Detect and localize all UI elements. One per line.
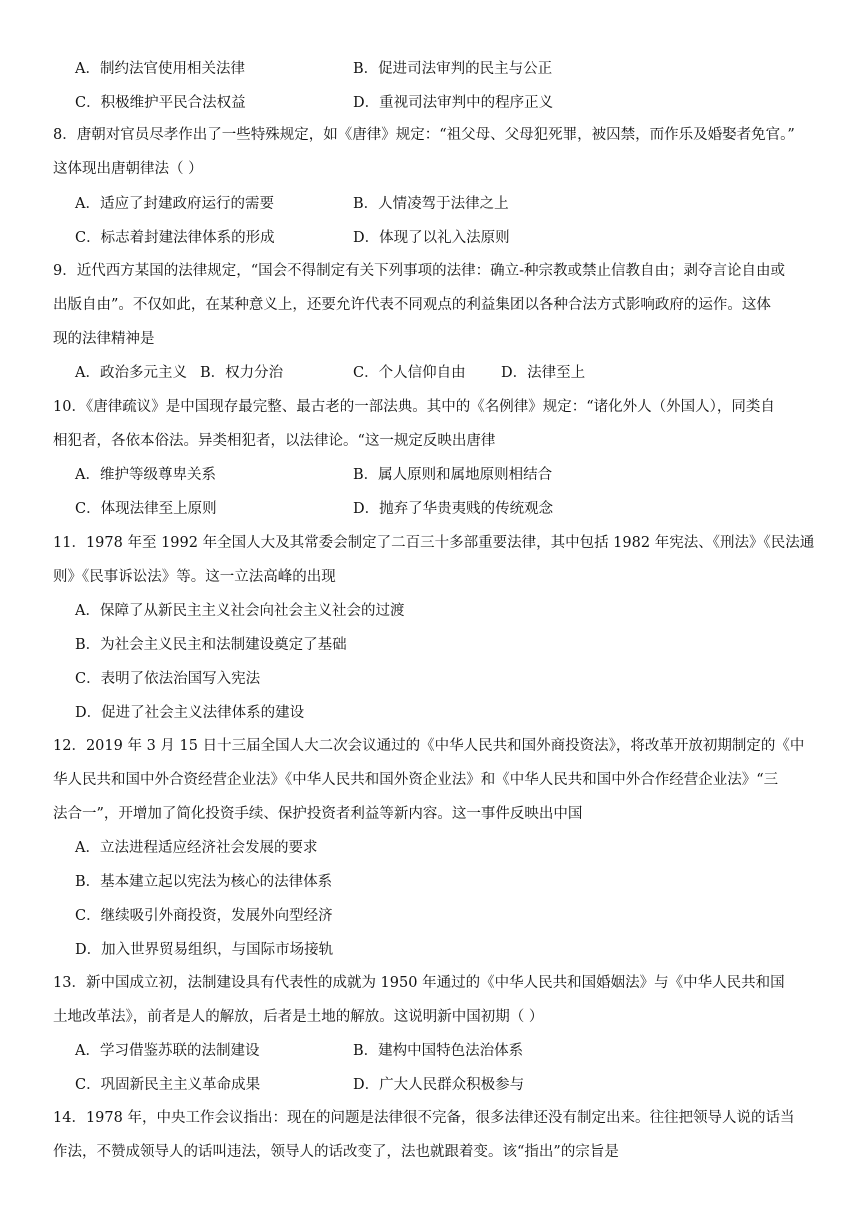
q9-options-row xyxy=(0,362,860,384)
q8-stem-text-2: 这体现出唐朝律法（ ） xyxy=(53,161,203,177)
q9-stem-text-3: 现的法律精神是 xyxy=(53,331,155,347)
q12-option-d-row xyxy=(0,939,860,961)
q11-option-b-row xyxy=(0,634,860,656)
q9-stem-line-1 xyxy=(0,260,860,282)
q14-stem-line-1 xyxy=(0,1107,860,1129)
q7-options-row-1 xyxy=(0,58,860,80)
q12-option-d[interactable]: D．加入世界贸易组织，与国际市场接轨 xyxy=(75,942,334,958)
q8-option-c[interactable]: C．标志着封建法律体系的形成 xyxy=(75,230,275,246)
q13-stem-text-1: 13．新中国成立初，法制建设具有代表性的成就为 1950 年通过的《中华人民共和国婚姻法》与《中华人民共和国 xyxy=(53,975,785,991)
q11-option-c-row xyxy=(0,668,860,690)
q9-stem-line-3 xyxy=(0,328,860,350)
q11-option-d[interactable]: D．促进了社会主义法律体系的建设 xyxy=(75,705,305,721)
q13-stem-line-1 xyxy=(0,972,860,994)
q12-stem-line-3 xyxy=(0,803,860,825)
q8-option-b[interactable]: B．人情凌驾于法律之上 xyxy=(353,196,509,212)
q12-option-b-row xyxy=(0,871,860,893)
q9-option-c[interactable]: C．个人信仰自由 xyxy=(353,365,466,381)
q10-option-a[interactable]: A．维护等级尊卑关系 xyxy=(75,467,216,483)
q10-option-b[interactable]: B．属人原则和属地原则相结合 xyxy=(353,467,553,483)
q10-stem-line-2 xyxy=(0,430,860,452)
q7-option-c[interactable]: C．积极维护平民合法权益 xyxy=(75,95,246,111)
q13-stem-text-2: 土地改革法》，前者是人的解放，后者是土地的解放。这说明新中国初期（ ） xyxy=(53,1009,544,1025)
q12-option-a-row xyxy=(0,837,860,859)
q10-stem-text-1: 10．《唐律疏议》是中国现存最完整、最古老的一部法典。其中的《名例律》规定：“诸化外人（外国人），同类自 xyxy=(53,399,775,415)
q9-stem-line-2 xyxy=(0,294,860,316)
q7-option-a[interactable]: A．制约法官使用相关法律 xyxy=(75,61,245,77)
q9-option-a[interactable]: A．政治多元主义 xyxy=(75,365,187,381)
q14-stem-text-1: 14．1978 年，中央工作会议指出：现在的问题是法律很不完备，很多法律还没有制定出来。往往把领导人说的话当 xyxy=(53,1110,795,1126)
q14-stem-text-2: 作法，不赞成领导人的话叫违法，领导人的话改变了，法也就跟着变。该“指出”的宗旨是 xyxy=(53,1144,619,1160)
q10-option-d[interactable]: D．抛弃了华贵夷贱的传统观念 xyxy=(353,501,554,517)
q10-options-row-2 xyxy=(0,498,860,520)
q10-stem-text-2: 相犯者，各依本俗法。异类相犯者，以法律论。“这一规定反映出唐律 xyxy=(53,433,496,449)
q11-stem-text-2: 则》《民事诉讼法》等。这一立法高峰的出现 xyxy=(53,569,336,585)
q12-option-b[interactable]: B．基本建立起以宪法为核心的法律体系 xyxy=(75,874,333,890)
q13-option-a[interactable]: A．学习借鉴苏联的法制建设 xyxy=(75,1043,260,1059)
q10-options-row-1 xyxy=(0,464,860,486)
q13-option-d[interactable]: D．广大人民群众积极参与 xyxy=(353,1077,525,1093)
q8-stem-text-1: 8．唐朝对官员尽孝作出了一些特殊规定，如《唐律》规定：“祖父母、父母犯死罪，被囚禁，而作乐及婚娶者免官。” xyxy=(53,127,795,143)
q12-stem-text-1: 12．2019 年 3 月 15 日十三届全国人大二次会议通过的《中华人民共和国外商投资法》，将改革开放初期制定的《中 xyxy=(53,738,805,754)
q8-stem-line-1 xyxy=(0,124,860,146)
q12-stem-line-1 xyxy=(0,735,860,757)
q14-stem-line-2 xyxy=(0,1141,860,1163)
q11-option-a[interactable]: A．保障了从新民主主义社会向社会主义社会的过渡 xyxy=(75,603,405,619)
q7-option-b[interactable]: B．促进司法审判的民主与公正 xyxy=(353,61,553,77)
q8-options-row-1 xyxy=(0,193,860,215)
q11-option-c[interactable]: C．表明了依法治国写入宪法 xyxy=(75,671,261,687)
q13-options-row-1 xyxy=(0,1040,860,1062)
q8-option-a[interactable]: A．适应了封建政府运行的需要 xyxy=(75,196,274,212)
q12-option-a[interactable]: A．立法进程适应经济社会发展的要求 xyxy=(75,840,318,856)
q12-stem-text-3: 法合一”，开增加了简化投资手续、保护投资者利益等新内容。这一事件反映出中国 xyxy=(53,806,583,822)
q10-option-c[interactable]: C．体现法律至上原则 xyxy=(75,501,217,517)
q8-option-d[interactable]: D．体现了以礼入法原则 xyxy=(353,230,510,246)
q7-options-row-2 xyxy=(0,92,860,114)
q11-stem-line-1 xyxy=(0,532,860,554)
q12-option-c-row xyxy=(0,905,860,927)
q9-stem-text-1: 9．近代西方某国的法律规定，“国会不得制定有关下列事项的法律：确立-种宗教或禁止信教自由；剥夺言论自由或 xyxy=(53,263,786,279)
q10-stem-line-1 xyxy=(0,396,860,418)
q11-stem-text-1: 11．1978 年至 1992 年全国人大及其常委会制定了二百三十多部重要法律，其中包括 1982 年宪法、《刑法》《民法通 xyxy=(53,535,815,551)
q13-option-c[interactable]: C．巩固新民主主义革命成果 xyxy=(75,1077,261,1093)
q9-option-b[interactable]: B．权力分治 xyxy=(200,365,284,381)
q11-option-a-row xyxy=(0,600,860,622)
q13-options-row-2 xyxy=(0,1074,860,1096)
q13-stem-line-2 xyxy=(0,1006,860,1028)
q9-option-d[interactable]: D．法律至上 xyxy=(501,365,586,381)
q13-option-b[interactable]: B．建构中国特色法治体系 xyxy=(353,1043,524,1059)
q8-stem-line-2 xyxy=(0,158,860,180)
q9-stem-text-2: 出版自由”。不仅如此，在某种意义上，还要允许代表不同观点的利益集团以各种合法方式影响政府的运作。这体 xyxy=(53,297,771,313)
q11-stem-line-2 xyxy=(0,566,860,588)
q11-option-d-row xyxy=(0,702,860,724)
q12-stem-text-2: 华人民共和国中外合资经营企业法》《中华人民共和国外资企业法》和《中华人民共和国中外合作经营企业法》“三 xyxy=(53,772,779,788)
q12-stem-line-2 xyxy=(0,769,860,791)
q12-option-c[interactable]: C．继续吸引外商投资，发展外向型经济 xyxy=(75,908,333,924)
q11-option-b[interactable]: B．为社会主义民主和法制建设奠定了基础 xyxy=(75,637,347,653)
q8-options-row-2 xyxy=(0,227,860,249)
q7-option-d[interactable]: D．重视司法审判中的程序正义 xyxy=(353,95,554,111)
